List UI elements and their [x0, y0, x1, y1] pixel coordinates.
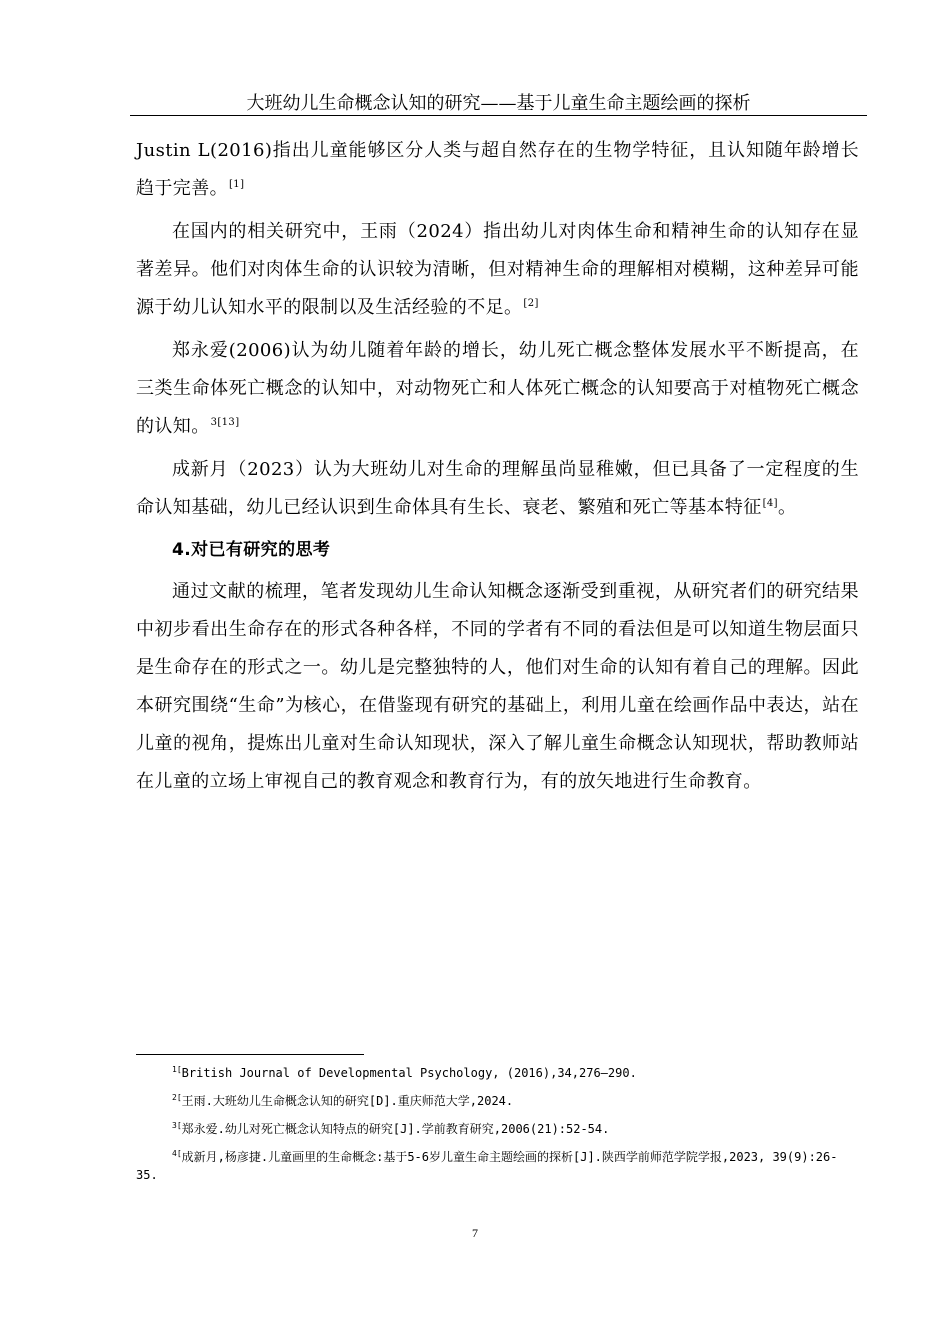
paragraph-reflection: 通过文献的梳理，笔者发现幼儿生命认知概念逐渐受到重视，从研究者们的研究结果中初步看出生命存在的形式各种各样，不同的学者有不同的看法但是可以知道生物层面只是生命存在的形式之一。幼儿是完整独特的人，他们对生命的认知有着自己的理解。因此本研究围绕“生命”为核心，在借鉴现有研究的基础上，利用儿童在绘画作品中表达，站在儿童的视角，提炼出儿童对生命认知现状，深入了解儿童生命概念认知现状，帮助教师站在儿童的立场上审视自己的教育观念和教育行为，有的放矢地进行生命教育。: [136, 581, 859, 792]
citation-ref: [1]: [229, 179, 245, 190]
paragraph-justin: [136, 132, 859, 208]
footnote-1: [136, 1064, 859, 1082]
footnotes: [136, 1064, 859, 1194]
footnote-mark: 2[: [172, 1093, 182, 1102]
paragraph-zhengyongai: [136, 332, 859, 446]
paragraph-wangyu: [136, 213, 859, 327]
header-rule: [130, 115, 867, 116]
footnote-mark: 4[: [172, 1149, 182, 1158]
footnote-mark: 1[: [172, 1065, 182, 1074]
paragraph-tail: 。: [777, 497, 797, 518]
page-number: 7: [472, 1226, 478, 1240]
paragraph-text: 在国内的相关研究中，王雨（2024）指出幼儿对肉体生命和精神生命的认知存在显著差异。他们对肉体生命的认识较为清晰，但对精神生命的理解相对模糊，这种差异可能源于幼儿认知水平的限制以及生活经验的不足。: [136, 221, 859, 318]
citation-ref: 3[13]: [210, 417, 240, 428]
footnote-4: [136, 1148, 859, 1184]
paragraph-chengxinyue: [136, 451, 859, 527]
footnote-text: 王雨.大班幼儿生命概念认知的研究[D].重庆师范大学,2024.: [181, 1094, 514, 1108]
footnote-text: British Journal of Developmental Psychology, (2016),34,276–290.: [181, 1066, 637, 1080]
paragraph-text: 成新月（2023）认为大班幼儿对生命的理解虽尚显稚嫩，但已具备了一定程度的生命认知基础，幼儿已经认识到生命体具有生长、衰老、繁殖和死亡等基本特征: [136, 459, 859, 518]
section-heading: 4.对已有研究的思考: [172, 540, 331, 560]
citation-ref: [2]: [523, 298, 539, 309]
footnote-text: 郑永爱.幼儿对死亡概念认知特点的研究[J].学前教育研究,2006(21):52-54.: [181, 1122, 610, 1136]
footnote-mark: 3[: [172, 1121, 182, 1130]
footnote-2: [136, 1092, 859, 1110]
citation-ref: [4]: [762, 498, 778, 509]
footnote-text: 成新月,杨彦捷.儿童画里的生命概念:基于5-6岁儿童生命主题绘画的探析[J].陕西学前师范学院学报,2023, 39(9):26-35.: [136, 1150, 838, 1182]
footnote-3: [136, 1120, 859, 1138]
running-header: 大班幼儿生命概念认知的研究——基于儿童生命主题绘画的探析: [246, 93, 751, 114]
main-text: [136, 132, 859, 801]
paragraph-text: Justin L(2016)指出儿童能够区分人类与超自然存在的生物学特征，且认知随年龄增长趋于完善。: [136, 140, 859, 199]
footnote-rule: [136, 1054, 364, 1055]
paragraph-text: 郑永爱(2006)认为幼儿随着年龄的增长，幼儿死亡概念整体发展水平不断提高，在三类生命体死亡概念的认知中，对动物死亡和人体死亡概念的认知要高于对植物死亡概念的认知。: [136, 340, 859, 437]
